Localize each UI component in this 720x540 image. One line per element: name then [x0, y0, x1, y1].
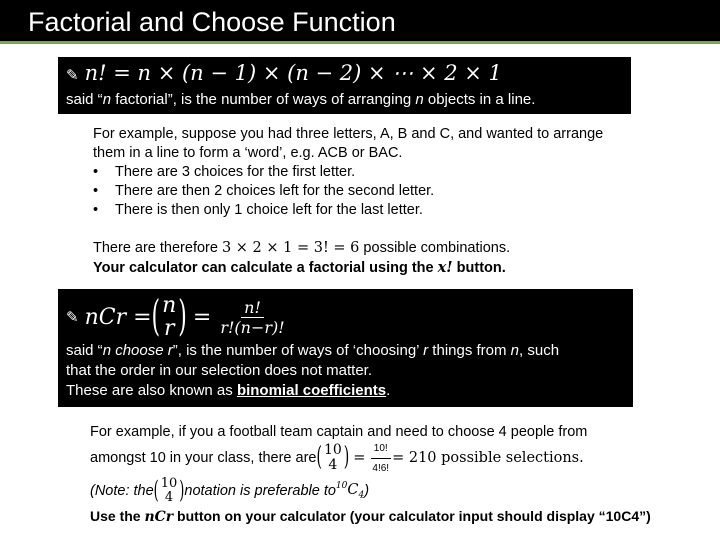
desc-var: r	[423, 342, 429, 359]
fraction-numerator: n!	[241, 298, 264, 318]
title-accent-line	[0, 41, 720, 44]
title-bar	[0, 0, 720, 44]
factorial-formula	[66, 61, 502, 85]
note-text: (Note: the	[90, 482, 154, 499]
use-text: button on your calculator (your calculator input should display “10C4”)	[173, 508, 651, 524]
example1-bullet-2	[93, 182, 434, 201]
binom-stack	[322, 443, 344, 472]
ncr-sup: 10	[335, 480, 348, 491]
example2-text: amongst 10 in your class, there are	[90, 449, 317, 466]
example2-fraction	[369, 439, 392, 478]
binom-bottom: 4	[328, 457, 338, 473]
desc-text: objects in a line.	[423, 91, 536, 108]
desc-text: ”, is the number of ways of ‘choosing’	[172, 342, 424, 359]
binomial-symbol	[152, 294, 187, 340]
ncr-button-label: nCr	[144, 509, 174, 525]
right-paren: )	[343, 441, 350, 473]
bullet-text: There are 3 choices for the first letter.	[115, 164, 356, 180]
desc-var: n	[102, 91, 112, 108]
factorial-lhs: n! =	[84, 61, 138, 85]
equals-sign: =	[353, 449, 366, 466]
bullet-icon: •	[93, 164, 99, 180]
example2-line2	[90, 441, 584, 475]
fraction-denominator: 4!6!	[372, 462, 390, 474]
desc-text: , such	[519, 342, 560, 359]
desc-text: said “	[66, 91, 103, 108]
binom-top: 10	[160, 476, 178, 492]
bullet-text: There is then only 1 choice left for the last letter.	[115, 202, 423, 218]
desc-text: things from	[428, 342, 511, 359]
therefore-math: 3 × 2 × 1 = 3! = 6	[221, 240, 360, 256]
example1-therefore	[93, 239, 510, 258]
factorial-button-label: x!	[437, 259, 453, 276]
ncr-c: C	[347, 481, 359, 498]
example1-bullet-1	[93, 163, 355, 182]
left-paren: (	[151, 293, 161, 341]
left-paren: (	[316, 441, 322, 473]
factorial-definition-box	[58, 57, 631, 114]
example2-note	[90, 476, 369, 506]
example2-binomial	[316, 443, 349, 472]
desc-text: factorial”, is the number of ways of arranging	[111, 91, 416, 108]
desc-text: .	[386, 382, 391, 399]
example1-intro-line1: For example, suppose you had three letters, A, B and C, and wanted to arrange	[93, 126, 604, 142]
right-paren: )	[178, 293, 187, 341]
use-text: Use the	[90, 508, 145, 524]
choose-description-line2: that the order in our selection does not matter.	[66, 362, 373, 379]
example1-calculator-note	[93, 258, 506, 278]
fraction-denominator: r!(n−r)!	[220, 317, 285, 337]
binomial-coefficients-term: binomial coefficients	[236, 382, 387, 399]
therefore-text: There are therefore	[93, 240, 222, 256]
example1-intro-line2: them in a line to form a ‘word’, e.g. ACB or BAC.	[93, 145, 403, 161]
note-text: notation is preferable to	[184, 482, 336, 499]
binom-top: 10	[323, 442, 342, 459]
binom-bottom: 4	[164, 490, 174, 505]
desc-var: n	[510, 342, 520, 359]
therefore-text: possible combinations.	[359, 240, 511, 256]
binom-stack	[159, 477, 180, 504]
choose-fraction	[217, 298, 287, 337]
choose-description-line1	[66, 341, 559, 360]
equals-sign: =	[192, 304, 212, 330]
example2-text: = 210 possible selections.	[392, 449, 584, 466]
desc-text: said “	[66, 342, 103, 359]
desc-text: These are also known as	[66, 382, 237, 399]
choose-formula	[66, 292, 288, 342]
ncr-sub: 4	[358, 490, 365, 501]
binom-top: n	[162, 292, 177, 318]
note-text: )	[364, 482, 370, 499]
desc-var: n choose r	[102, 342, 173, 359]
choose-definition-box	[58, 289, 633, 407]
calc-text: button.	[452, 260, 506, 276]
factorial-rhs: n × (n − 1) × (n − 2) × ⋯ × 2 × 1	[137, 61, 502, 85]
choose-description-line3	[66, 381, 390, 400]
note-ncr	[336, 477, 364, 506]
calc-text: Your calculator can calculate a factorial using the	[93, 260, 438, 276]
example1-bullet-3	[93, 201, 423, 220]
binom-bottom: r	[163, 316, 175, 341]
fraction-numerator: 10!	[371, 439, 391, 459]
note-binomial	[154, 477, 185, 504]
pencil-icon: ✎	[66, 65, 79, 84]
desc-var: n	[415, 91, 424, 108]
slide-title: Factorial and Choose Function	[28, 7, 396, 37]
binom-stack	[160, 294, 178, 340]
factorial-description	[66, 90, 535, 109]
example2-line1: For example, if you a football team captain and need to choose 4 people from	[90, 424, 588, 440]
left-paren: (	[153, 476, 159, 506]
pencil-icon: ✎	[66, 308, 79, 326]
bullet-text: There are then 2 choices left for the second letter.	[115, 183, 435, 199]
choose-lhs: nCr =	[84, 304, 152, 330]
right-paren: )	[179, 476, 185, 506]
bullet-icon: •	[93, 202, 99, 218]
bullet-icon: •	[93, 183, 99, 199]
example2-calculator-note	[90, 507, 651, 527]
